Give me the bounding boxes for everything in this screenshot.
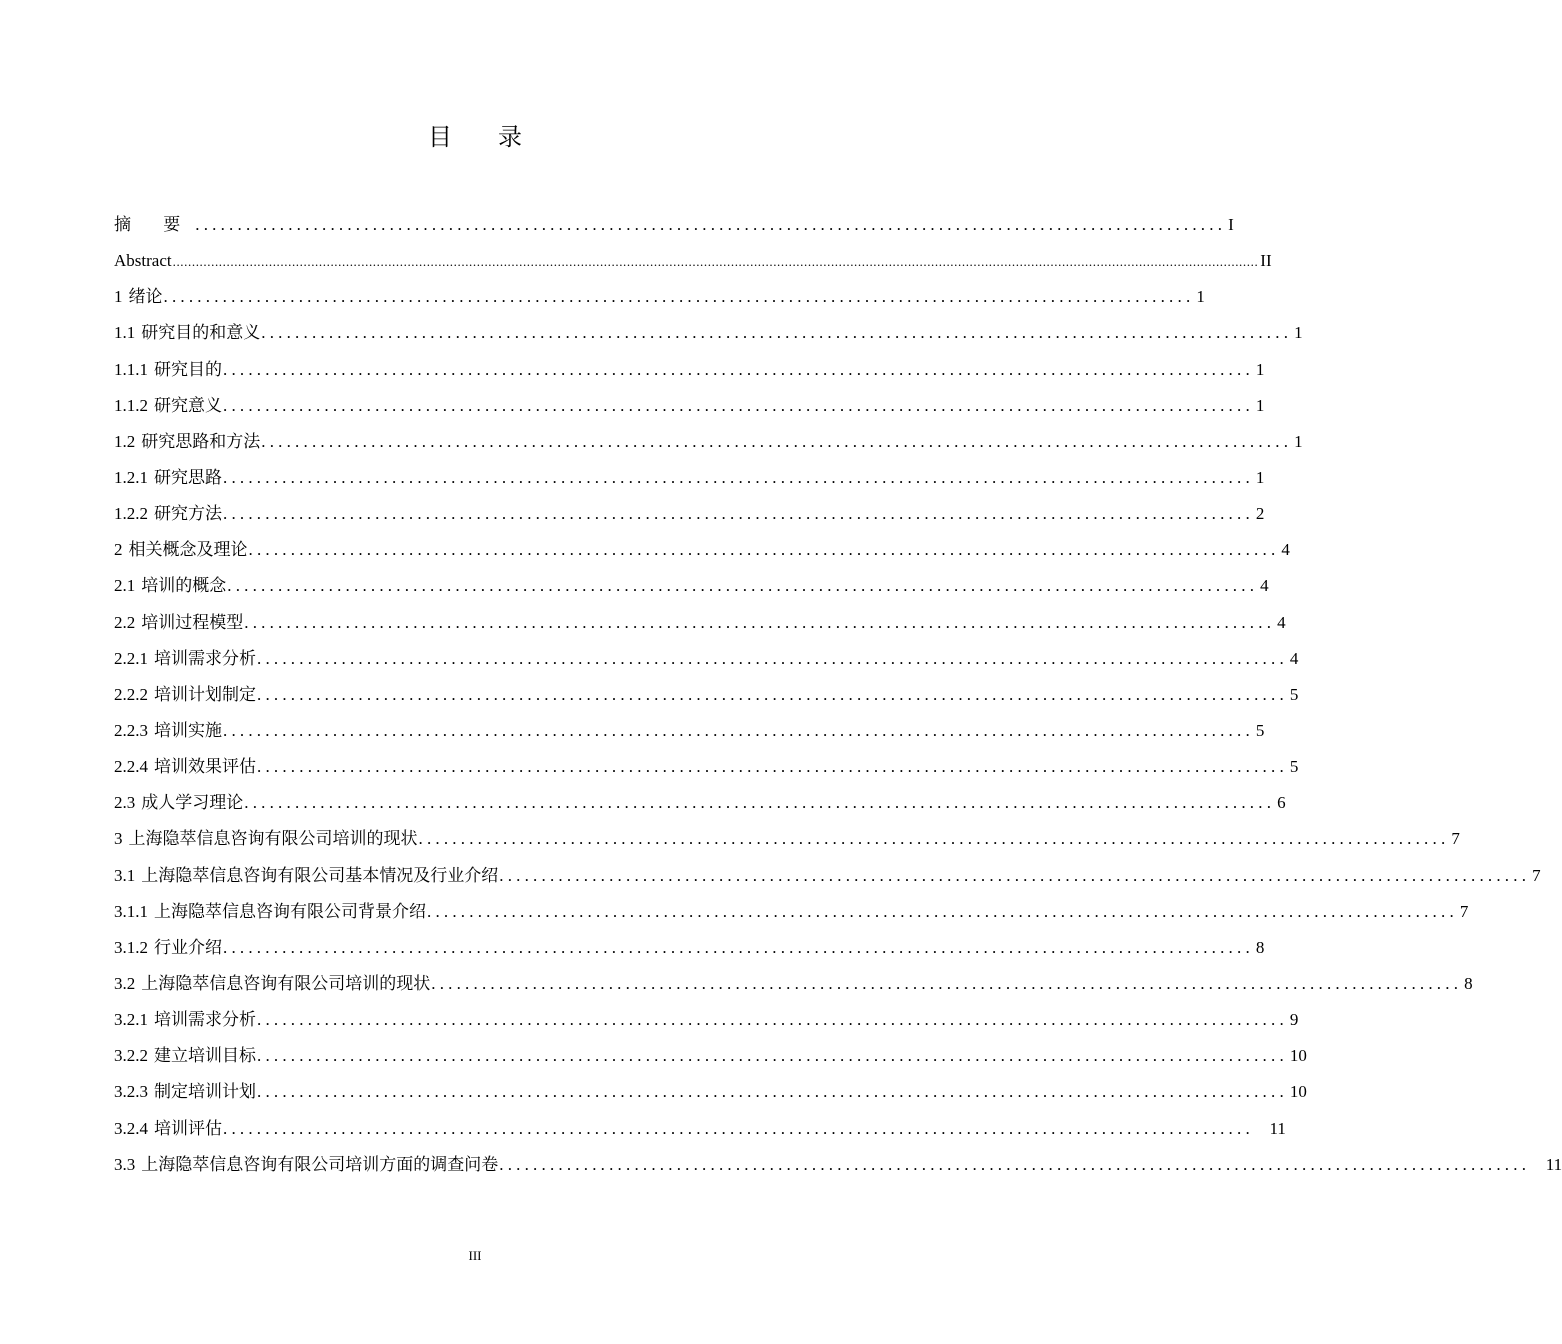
toc-entry-number: 1.1 — [114, 323, 136, 343]
toc-entry-title: 相关概念及理论 — [128, 540, 248, 560]
toc-entry-page: 1 — [1255, 359, 1265, 379]
toc-entry-number: 1.1.2 — [114, 395, 148, 415]
dot-leader: .......................................................................................................................................................................................................................................................................................... — [172, 254, 1259, 270]
dot-leader: .......................................................................................................................... — [223, 1118, 1254, 1138]
toc-entry-title: 培训实施 — [154, 720, 222, 740]
dot-leader: .......................................................................................................................... — [248, 540, 1280, 560]
toc-entry-number: 2.2 — [114, 612, 136, 632]
toc-entry-number: 2.2.3 — [114, 720, 148, 740]
toc-entry[interactable] — [114, 352, 1265, 388]
toc-entry-page: 10 — [1289, 1082, 1307, 1102]
toc-entry-page: 5 — [1289, 757, 1299, 777]
toc-entry-number: 3.2 — [114, 973, 136, 993]
toc-entry-title: 摘 要 — [114, 215, 195, 234]
toc-entry-page: 1 — [1255, 467, 1265, 487]
toc-entry-page: 1 — [1294, 323, 1303, 343]
toc-entry-number: 3.2.2 — [114, 1046, 148, 1066]
dot-leader: .......................................................................................................................... — [499, 865, 1531, 885]
toc-entry[interactable] — [114, 207, 1234, 243]
toc-entry-page: I — [1228, 215, 1234, 234]
toc-entry-number: 3.1.2 — [114, 937, 148, 957]
toc-entry-page: 4 — [1289, 648, 1299, 668]
toc-entry[interactable] — [114, 532, 1290, 568]
toc-entry-title: 培训需求分析 — [154, 1010, 256, 1030]
toc-entry-title: 建立培训目标 — [154, 1046, 256, 1066]
toc-entry-title: 研究目的和意义 — [141, 323, 261, 343]
toc-entry[interactable] — [114, 641, 1299, 677]
toc-entry[interactable] — [114, 424, 1303, 460]
toc-entry-title: 培训需求分析 — [154, 648, 256, 668]
toc-entry-number: 1.2 — [114, 431, 136, 451]
toc-entry[interactable] — [114, 713, 1265, 749]
toc-entry[interactable] — [114, 858, 1541, 894]
dot-leader: .......................................................................................................................... — [261, 431, 1293, 451]
toc-entry-number: 1.1.1 — [114, 359, 148, 379]
toc-entry-number: 3.3 — [114, 1154, 136, 1174]
toc-entry-number: 2.1 — [114, 576, 136, 596]
dot-leader: .......................................................................................................................... — [257, 648, 1288, 668]
toc-entry[interactable] — [114, 243, 1272, 279]
page-number: III — [468, 1248, 482, 1263]
toc-entry-title: 行业介绍 — [154, 937, 222, 957]
toc-entry-title: 研究思路 — [154, 467, 222, 487]
toc-entry[interactable] — [114, 460, 1265, 496]
dot-leader: .......................................................................................................................... — [257, 1046, 1288, 1066]
toc-entry-page: 5 — [1255, 720, 1265, 740]
toc-entry-page: 9 — [1289, 1010, 1299, 1030]
toc-entry-number: 1 — [114, 287, 123, 307]
toc-entry-number: 2 — [114, 540, 123, 560]
toc-entry[interactable] — [114, 1074, 1307, 1110]
toc-entry-number: 1.2.2 — [114, 504, 148, 524]
dot-leader: .......................................................................................................................... — [257, 1082, 1288, 1102]
dot-leader: .......................................................................................................................... — [223, 937, 1254, 957]
toc-entry-page: 1 — [1196, 287, 1205, 307]
toc-entry[interactable] — [114, 568, 1269, 604]
toc-entry-title: 上海隐萃信息咨询有限公司培训方面的调查问卷 — [141, 1154, 499, 1174]
toc-entry-number: 2.2.4 — [114, 757, 148, 777]
toc-entry-page: 4 — [1277, 612, 1286, 632]
dot-leader: .......................................................................................................................... — [244, 612, 1276, 632]
toc-entry-title: 上海隐萃信息咨询有限公司培训的现状 — [141, 973, 431, 993]
toc-entry[interactable] — [114, 1038, 1307, 1074]
toc-entry-page: 2 — [1255, 504, 1265, 524]
toc-entry-page: 4 — [1260, 576, 1269, 596]
dot-leader: .......................................................................................................................... — [195, 215, 1227, 234]
toc-entry-title: 上海隐萃信息咨询有限公司培训的现状 — [128, 829, 418, 849]
toc-entry-page: 1 — [1294, 431, 1303, 451]
toc-entry[interactable] — [114, 496, 1265, 532]
toc-entry-title: 上海隐萃信息咨询有限公司基本情况及行业介绍 — [141, 865, 499, 885]
toc-entry-title: Abstract — [114, 251, 172, 271]
dot-leader: .......................................................................................................................... — [163, 287, 1195, 307]
dot-leader: .......................................................................................................................... — [418, 829, 1450, 849]
toc-entry[interactable] — [114, 315, 1303, 351]
toc-entry[interactable] — [114, 677, 1299, 713]
dot-leader: .......................................................................................................................... — [261, 323, 1293, 343]
toc-entry-number: 2.3 — [114, 793, 136, 813]
toc-entry-title: 研究目的 — [154, 359, 222, 379]
dot-leader: .......................................................................................................................... — [431, 973, 1463, 993]
toc-entry[interactable] — [114, 785, 1286, 821]
dot-leader: .......................................................................................................................... — [257, 757, 1288, 777]
toc-entry[interactable] — [114, 279, 1205, 315]
toc-entry-page: 11 — [1545, 1154, 1562, 1174]
toc-entry[interactable] — [114, 1002, 1299, 1038]
toc-entry[interactable] — [114, 605, 1286, 641]
toc-entry-title: 上海隐萃信息咨询有限公司背景介绍 — [154, 901, 426, 921]
toc-entry-page: 8 — [1464, 973, 1473, 993]
table-of-contents — [114, 207, 1562, 1183]
toc-entry-page: 8 — [1255, 937, 1265, 957]
dot-leader: .......................................................................................................................... — [244, 793, 1276, 813]
toc-entry-number: 2.2.2 — [114, 684, 148, 704]
toc-entry-page: 7 — [1459, 901, 1469, 921]
toc-entry-title: 研究意义 — [154, 395, 222, 415]
toc-entry-page: 4 — [1281, 540, 1290, 560]
dot-leader: .......................................................................................................................... — [223, 359, 1254, 379]
toc-entry-number: 3.1.1 — [114, 901, 148, 921]
toc-entry-title: 绪论 — [128, 287, 163, 307]
toc-entry[interactable] — [114, 1147, 1562, 1183]
dot-leader: .......................................................................................................................... — [257, 684, 1288, 704]
dot-leader: .......................................................................................................................... — [499, 1154, 1531, 1174]
toc-entry-page: 1 — [1255, 395, 1265, 415]
dot-leader: .......................................................................................................................... — [223, 395, 1254, 415]
dot-leader: .......................................................................................................................... — [427, 901, 1458, 921]
toc-entry-number: 3.2.4 — [114, 1118, 148, 1138]
toc-entry[interactable] — [114, 966, 1473, 1002]
toc-entry-title: 研究方法 — [154, 504, 222, 524]
dot-leader: .......................................................................................................................... — [257, 1010, 1288, 1030]
toc-entry-title: 培训计划制定 — [154, 684, 256, 704]
toc-entry-number: 3 — [114, 829, 123, 849]
toc-entry-number: 3.2.3 — [114, 1082, 148, 1102]
toc-entry-page: 7 — [1451, 829, 1460, 849]
toc-entry-title: 培训效果评估 — [154, 757, 256, 777]
toc-entry-title: 培训评估 — [154, 1118, 222, 1138]
toc-entry-page: 11 — [1269, 1118, 1286, 1138]
dot-leader: .......................................................................................................................... — [227, 576, 1259, 596]
toc-entry-number: 3.1 — [114, 865, 136, 885]
toc-entry-page: 5 — [1289, 684, 1299, 704]
toc-entry[interactable] — [114, 388, 1265, 424]
toc-entry-page: 10 — [1289, 1046, 1307, 1066]
toc-entry[interactable] — [114, 930, 1265, 966]
dot-leader: .......................................................................................................................... — [223, 720, 1254, 740]
toc-entry-number: 1.2.1 — [114, 467, 148, 487]
toc-entry[interactable] — [114, 1111, 1286, 1147]
toc-entry-title: 成人学习理论 — [141, 793, 244, 813]
toc-heading: 目 录 — [428, 125, 542, 151]
toc-entry[interactable] — [114, 749, 1299, 785]
toc-entry-page: II — [1260, 251, 1272, 271]
toc-entry-title: 培训的概念 — [141, 576, 227, 596]
toc-entry-title: 制定培训计划 — [154, 1082, 256, 1102]
toc-entry[interactable] — [114, 821, 1460, 857]
dot-leader: .......................................................................................................................... — [223, 467, 1254, 487]
toc-entry-number: 3.2.1 — [114, 1010, 148, 1030]
toc-entry-number: 2.2.1 — [114, 648, 148, 668]
toc-entry-page: 6 — [1277, 793, 1286, 813]
toc-entry-page: 7 — [1532, 865, 1541, 885]
toc-entry-title: 培训过程模型 — [141, 612, 244, 632]
toc-entry[interactable] — [114, 894, 1469, 930]
dot-leader: .......................................................................................................................... — [223, 504, 1254, 524]
toc-entry-title: 研究思路和方法 — [141, 431, 261, 451]
